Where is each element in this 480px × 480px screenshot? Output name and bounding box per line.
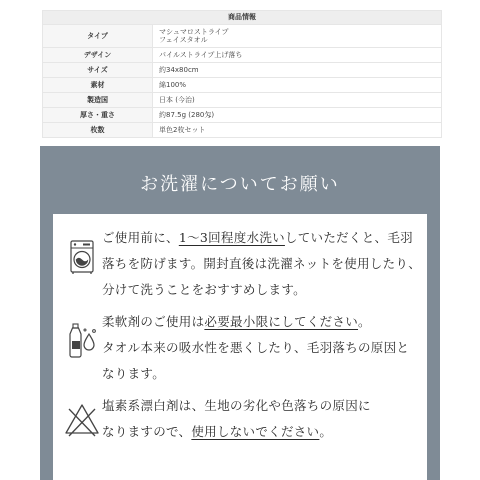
text-line: 落ちを防げます。開封直後は洗濯ネットを使用したり、: [102, 256, 422, 271]
softener-bottle-icon: [63, 322, 101, 360]
row-value: 約87.5g (280匁): [153, 108, 442, 123]
text-segment: 。: [358, 314, 371, 329]
text-line: [102, 225, 419, 251]
row-key: 枚数: [43, 123, 153, 138]
table-row: [43, 108, 442, 123]
no-bleach-icon: [63, 401, 101, 439]
care-text: [102, 309, 419, 387]
row-key: 厚さ・重さ: [43, 108, 153, 123]
care-instructions-box: [53, 214, 427, 480]
emphasis-text: 1〜3回程度水洗い: [178, 230, 285, 245]
care-text: [102, 393, 419, 445]
row-value: 約34x80cm: [153, 63, 442, 78]
row-key: タイプ: [43, 25, 153, 48]
table-header-row: [43, 11, 442, 25]
table-row: [43, 48, 442, 63]
text-line: 塩素系漂白剤は、生地の劣化や色落ちの原因に: [102, 398, 371, 413]
text-segment: 柔軟剤のご使用は: [102, 314, 205, 329]
row-key: サイズ: [43, 63, 153, 78]
row-value: 綿100%: [153, 78, 442, 93]
text-segment: 。: [319, 424, 333, 439]
text-line: [102, 419, 419, 445]
care-title: お洗濯についてお願い: [140, 174, 340, 195]
product-info-table: [42, 10, 442, 138]
row-key: 素材: [43, 78, 153, 93]
row-value-line: マシュマロストライプ: [159, 27, 229, 36]
care-panel: [40, 146, 440, 480]
text-line: タオル本来の吸水性を悪くしたり、毛羽落ちの原因と: [102, 340, 410, 355]
table-row: [43, 25, 442, 48]
row-key: デザイン: [43, 48, 153, 63]
table-row: [43, 78, 442, 93]
row-value: パイルストライプ上げ落ち: [153, 48, 442, 63]
row-value: [153, 25, 442, 48]
table-row: [43, 123, 442, 138]
text-line: [102, 309, 419, 335]
text-segment: していただくと、毛羽: [284, 230, 413, 245]
text-segment: ご使用前に、: [102, 230, 179, 245]
table-row: [43, 93, 442, 108]
row-value: 単色2枚セット: [153, 123, 442, 138]
row-key: 製造国: [43, 93, 153, 108]
text-line: なります。: [102, 366, 166, 381]
row-value-line: フェイスタオル: [159, 36, 208, 44]
washing-machine-icon: [63, 238, 101, 276]
table-title: 商品情報: [43, 11, 442, 25]
emphasis-text: 必要最小限にしてください: [204, 314, 359, 329]
emphasis-text: 使用しないでください: [191, 424, 320, 439]
row-value: 日本 (今治): [153, 93, 442, 108]
care-text: [102, 225, 422, 303]
text-segment: なりますので、: [102, 424, 192, 439]
table-row: [43, 63, 442, 78]
text-line: 分けて洗うことをおすすめします。: [102, 282, 306, 297]
